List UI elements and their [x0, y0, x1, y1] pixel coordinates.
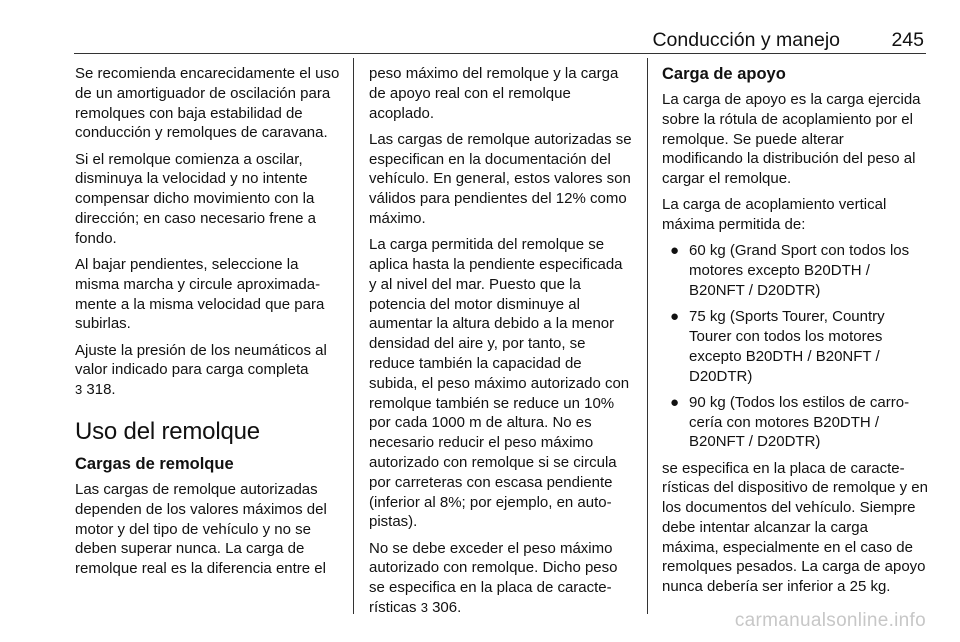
column-divider	[647, 58, 648, 614]
paragraph: Si el remolque comienza a oscilar, disminuya la velocidad y no intente compensar dicho movimiento con la dirección; en caso necesario frene a fondo.	[75, 150, 316, 247]
section-heading: Uso del remolque	[75, 417, 260, 445]
page-reference-icon: 3	[75, 382, 83, 398]
bullet-icon: ●	[670, 308, 680, 326]
paragraph-text: Ajuste la presión de los neumáticos al valor indicado para carga completa	[75, 341, 327, 379]
page-reference-link[interactable]: 306.	[432, 598, 462, 616]
list-item	[662, 241, 928, 300]
paragraph: La carga de apoyo es la carga ejercida sobre la rótula de acoplamiento por el remolque. Se puede alterar modificando la distribución del peso al cargar el remolque.	[662, 91, 921, 188]
bullet-list	[662, 241, 928, 452]
list-item	[662, 307, 928, 386]
list-item	[662, 393, 928, 452]
paragraph: peso máximo del remolque y la carga de apoyo real con el remolque acoplado.	[369, 65, 619, 122]
paragraph: Al bajar pendientes, seleccione la misma marcha y circule aproximadamente a la misma velocidad que para subirlas.	[75, 255, 325, 333]
bullet-icon: ●	[670, 242, 680, 260]
watermark: carmanualsonline.info	[734, 610, 926, 631]
list-item-text: 75 kg (Sports Tourer, Country Tourer con todos los motores excepto B20DTH / B20NFT / D20DTR)	[689, 308, 885, 385]
subsection-heading: Cargas de remolque	[75, 454, 234, 473]
subsection-heading: Carga de apoyo	[662, 65, 786, 83]
page-reference-link[interactable]: 318.	[86, 381, 116, 399]
column-2	[369, 64, 633, 624]
page-header	[74, 27, 926, 54]
paragraph: La carga permitida del remolque se aplica hasta la pendiente especificada y al nivel del mar. Puesto que la potencia del motor disminuye al aumentar la altura debido a la menor densidad del aire y, por tanto, se reduce también la capacidad de subida, el peso máximo autorizado con remolque también se reduce un 10% por cada 1000 m de altura. No es necesario reducir el peso máximo autorizado con remolque si se circula por carreteras con escasa pendiente (inferior al 8%; por ejemplo, en autopistas).	[369, 236, 630, 531]
paragraph: Las cargas de remolque autorizadas se especifican en la documentación del vehículo. En general, estos valores son válidos para pendientes del 12% como máximo.	[369, 130, 632, 227]
column-divider	[353, 58, 354, 614]
page-reference-icon: 3	[420, 599, 428, 615]
paragraph	[75, 341, 341, 400]
column-1	[75, 64, 341, 585]
paragraph: se especifica en la placa de características del dispositivo de remolque y en los documentos del vehículo. Siempre debe intentar alcanzar la carga máxima, especialmente en el caso de remolques pesados. La carga de apoyo nunca debería ser inferior a 25 kg.	[662, 459, 928, 596]
paragraph: Las cargas de remolque autorizadas dependen de los valores máximos del motor y del tipo de vehículo y no se deben superar nunca. La carga de remolque real es la diferencia entre el	[75, 480, 327, 578]
list-item-text: 60 kg (Grand Sport con todos los motores excepto B20DTH / B20NFT / D20DTR)	[689, 242, 910, 299]
paragraph: Se recomienda encarecidamente el uso de un amortiguador de oscilación para remolques con baja estabilidad de conducción y remolques de caravana.	[75, 65, 340, 142]
section-title: Conducción y manejo	[652, 29, 840, 51]
paragraph	[369, 539, 633, 618]
list-item-text: 90 kg (Todos los estilos de carrocería con motores B20DTH / B20NFT / D20DTR)	[689, 393, 910, 451]
paragraph: La carga de acoplamiento vertical máxima permitida de:	[662, 196, 887, 234]
bullet-icon: ●	[670, 393, 680, 411]
paragraph-text: No se debe exceder el peso máximo autorizado con remolque. Dicho peso se especifica en la placa de características	[369, 539, 618, 616]
column-3	[662, 64, 928, 603]
page-number: 245	[891, 29, 924, 51]
